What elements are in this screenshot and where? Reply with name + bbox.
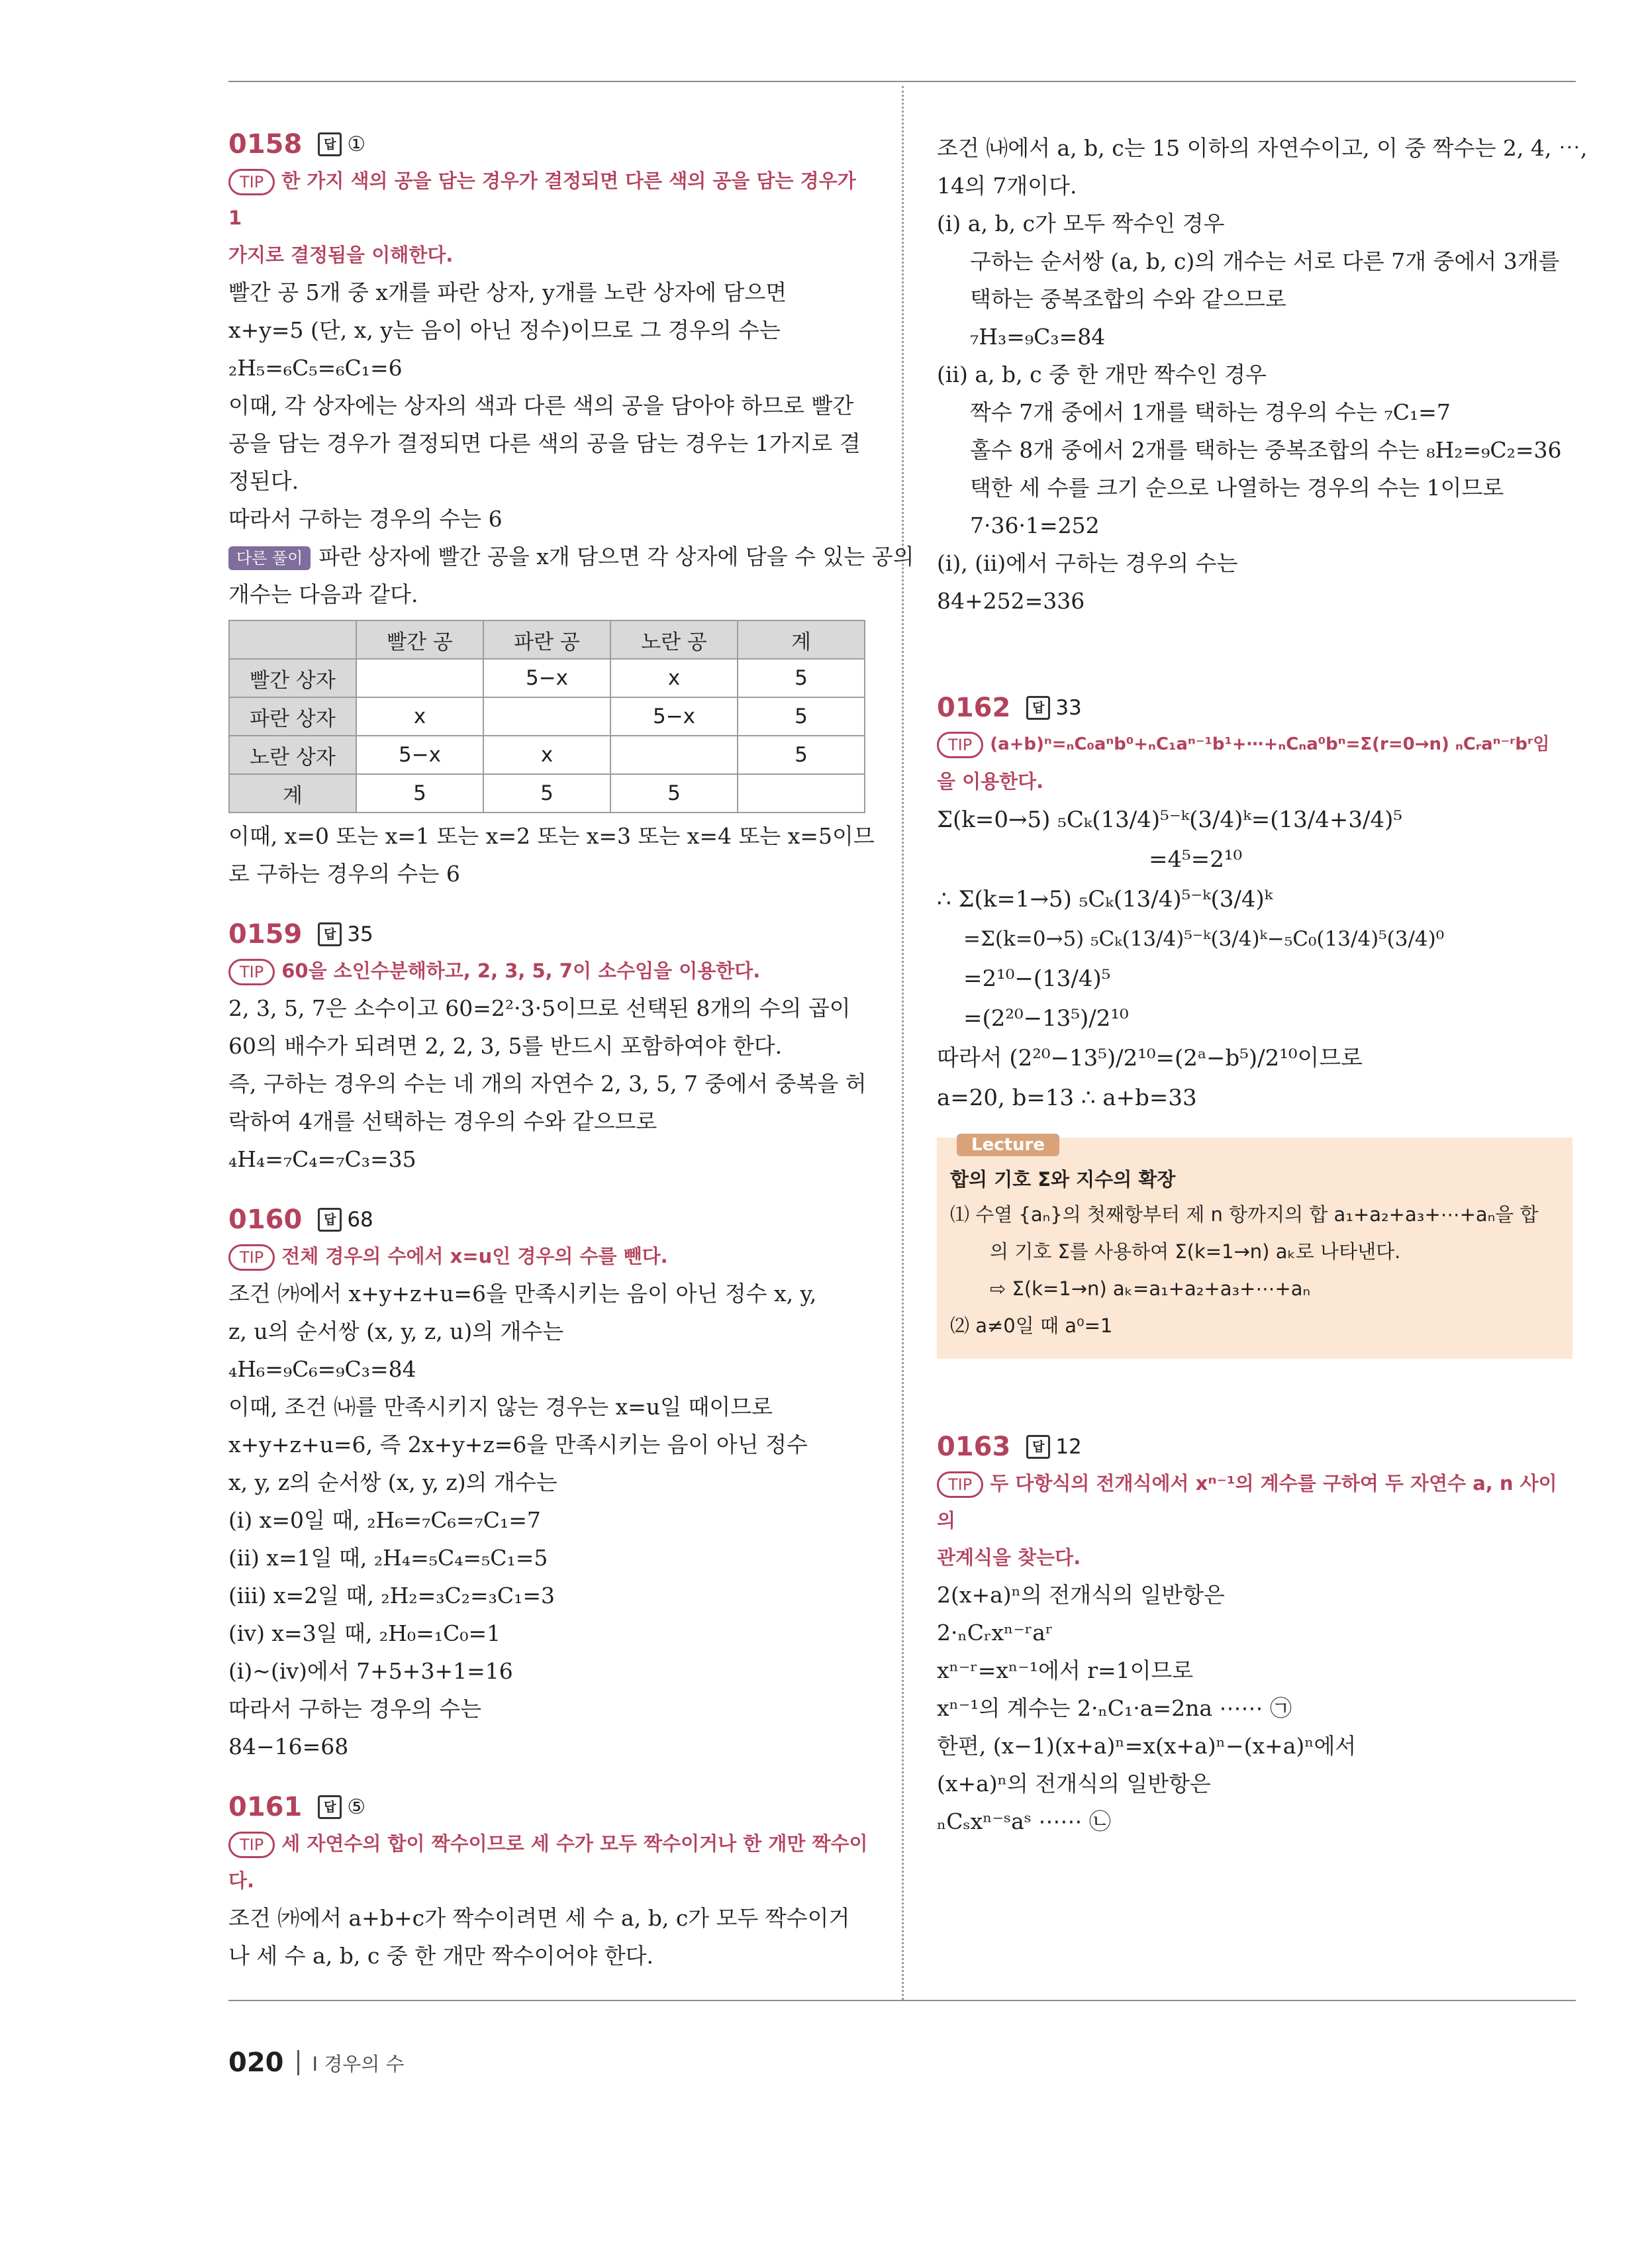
solution-line: 택하는 중복조합의 수와 같으므로 — [970, 286, 1286, 312]
answer-icon: 답 — [318, 922, 342, 946]
solution-line: ₄H₆=₉C₆=₉C₃=84 — [228, 1356, 416, 1382]
solution-line: (ⅱ) x=1일 때, ₂H₄=₅C₄=₅C₁=5 — [228, 1545, 548, 1571]
tip: TIP 60을 소인수분해하고, 2, 3, 5, 7이 소수임을 이용한다. — [228, 952, 874, 989]
solution-line: x, y, z의 순서쌍 (x, y, z)의 개수는 — [228, 1469, 557, 1495]
solution-line: 빨간 공 5개 중 x개를 파란 상자, y개를 노란 상자에 담으면 — [228, 279, 787, 305]
tip-cont: 을 이용한다. — [937, 770, 1044, 793]
solution-line: 2, 3, 5, 7은 소수이고 60=2²·3·5이므로 선택된 8개의 수의 곱이 — [228, 995, 851, 1021]
solution-line: 이때, x=0 또는 x=1 또는 x=2 또는 x=3 또는 x=4 또는 x=5이므 — [228, 823, 875, 849]
lecture-line: ⑴ 수열 {aₙ}의 첫째항부터 제 n 항까지의 합 a₁+a₂+a₃+⋯+aₙ을 합 — [950, 1203, 1539, 1226]
answer-icon: 답 — [318, 1795, 342, 1819]
tip: TIP 두 다항식의 전개식에서 xⁿ⁻¹의 계수를 구하여 두 자연수 a, n 사이의 — [937, 1472, 1557, 1532]
solution-line: 개수는 다음과 같다. — [228, 581, 418, 607]
answer: 답 33 — [1026, 696, 1081, 720]
solution-line: (ⅱ) a, b, c 중 한 개만 짝수인 경우 — [937, 362, 1267, 387]
lecture-line: 의 기호 Σ를 사용하여 Σ(k=1→n) aₖ로 나타낸다. — [990, 1240, 1401, 1263]
math-line: a=20, b=13 ∴ a+b=33 — [937, 1085, 1197, 1111]
table-header: 노란 공 — [610, 620, 738, 659]
problem-number: 0161 — [228, 1792, 303, 1822]
solution-line: 로 구하는 경우의 수는 6 — [228, 861, 460, 887]
solution-line: ₂H₅=₆C₅=₆C₁=6 — [228, 355, 403, 381]
math-line: =Σ(k=0→5) ₅Cₖ(13/4)⁵⁻ᵏ(3/4)ᵏ−₅C₀(13/4)⁵(3/4)⁰ — [963, 927, 1445, 951]
answer: 답 ⑤ — [318, 1795, 365, 1819]
solution-line: 따라서 구하는 경우의 수는 — [228, 1696, 482, 1722]
problem-number: 0160 — [228, 1205, 303, 1235]
solution-line: (ⅰ), (ⅱ)에서 구하는 경우의 수는 — [937, 550, 1238, 576]
solution-line: 이때, 조건 ㈏를 만족시키지 않는 경우는 x=u일 때이므로 — [228, 1394, 773, 1420]
solution-line: (ⅰ) a, b, c가 모두 짝수인 경우 — [937, 211, 1225, 236]
tip-cont: 다. — [228, 1869, 255, 1892]
solution-line: z, u의 순서쌍 (x, y, z, u)의 개수는 — [228, 1318, 564, 1344]
solution-line: 조건 ㈏에서 a, b, c는 15 이하의 자연수이고, 이 중 짝수는 2, 4, ⋯, — [937, 135, 1588, 161]
table-row: 계 5 5 5 — [229, 774, 865, 813]
lecture-line: ⑵ a≠0일 때 a⁰=1 — [950, 1314, 1113, 1337]
solution-line: 구하는 순서쌍 (a, b, c)의 개수는 서로 다른 7개 중에서 3개를 — [970, 248, 1560, 274]
solution-line: (x+a)ⁿ의 전개식의 일반항은 — [937, 1771, 1211, 1797]
solution-line: (ⅰ) x=0일 때, ₂H₆=₇C₆=₇C₁=7 — [228, 1507, 541, 1533]
solution-line: 84−16=68 — [228, 1734, 349, 1759]
tip: TIP (a+b)ⁿ=ₙC₀aⁿb⁰+ₙC₁aⁿ⁻¹b¹+⋯+ₙCₙa⁰bⁿ=Σ(r=0→n) ₙCᵣaⁿ⁻ʳbʳ임 — [937, 726, 1572, 763]
solution-line: x+y+z+u=6, 즉 2x+y+z=6을 만족시키는 음이 아닌 정수 — [228, 1432, 808, 1457]
math-line: 따라서 (2²⁰−13⁵)/2¹⁰=(2ᵃ−b⁵)/2¹⁰이므로 — [937, 1045, 1363, 1071]
problem-number: 0158 — [228, 129, 303, 160]
solution-line: 조건 ㈎에서 x+y+z+u=6을 만족시키는 음이 아닌 정수 x, y, — [228, 1281, 817, 1307]
answer-icon: 답 — [318, 132, 342, 156]
solution-line: xⁿ⁻¹의 계수는 2·ₙC₁·a=2na ⋯⋯ ㉠ — [937, 1695, 1292, 1721]
solution-line: (ⅳ) x=3일 때, ₂H₀=₁C₀=1 — [228, 1620, 501, 1646]
problem-0162 — [937, 693, 1572, 1359]
solution-line: 2(x+a)ⁿ의 전개식의 일반항은 — [937, 1582, 1225, 1608]
solution-line: ₇H₃=₉C₃=84 — [970, 324, 1106, 350]
solution-line: 택한 세 수를 크기 순으로 나열하는 경우의 수는 1이므로 — [970, 475, 1504, 501]
solution-line: xⁿ⁻ʳ=xⁿ⁻¹에서 r=1이므로 — [937, 1657, 1194, 1683]
answer: 답 12 — [1026, 1435, 1081, 1459]
alt-badge: 다른 풀이 — [228, 546, 311, 570]
answer: 답 68 — [318, 1208, 373, 1232]
problem-0163 — [937, 1432, 1572, 1840]
lecture-box — [937, 1135, 1572, 1359]
lecture-tag: Lecture — [957, 1134, 1059, 1156]
solution-line: ₄H₄=₇C₄=₇C₃=35 — [228, 1146, 416, 1172]
table-header: 계 — [738, 620, 865, 659]
math-line: =(2²⁰−13⁵)/2¹⁰ — [963, 1005, 1129, 1032]
problem-number: 0163 — [937, 1432, 1011, 1462]
tip: TIP 한 가지 색의 공을 담는 경우가 결정되면 다른 색의 공을 담는 경우가 1 — [228, 170, 856, 229]
solution-line: 짝수 7개 중에서 1개를 택하는 경우의 수는 ₇C₁=7 — [970, 399, 1451, 425]
solution-line: 7·36·1=252 — [970, 513, 1100, 538]
alt-solution: 다른 풀이 파란 상자에 빨간 공을 x개 담으면 각 상자에 담을 수 있는 공의 — [228, 538, 874, 575]
answer: 답 35 — [318, 922, 373, 946]
problem-0159 — [228, 919, 874, 1178]
solution-line: 나 세 수 a, b, c 중 한 개만 짝수이어야 한다. — [228, 1943, 653, 1969]
answer-icon: 답 — [1026, 696, 1050, 720]
footer-separator — [297, 2050, 299, 2075]
ball-box-table — [228, 620, 865, 813]
solution-line: 60의 배수가 되려면 2, 2, 3, 5를 반드시 포함하여야 한다. — [228, 1033, 783, 1059]
table-header: 빨간 공 — [356, 620, 483, 659]
answer-icon: 답 — [1026, 1435, 1050, 1459]
problem-number: 0162 — [937, 693, 1011, 723]
solution-line: 공을 담는 경우가 결정되면 다른 색의 공을 담는 경우는 1가지로 결 — [228, 430, 861, 456]
answer-icon: 답 — [318, 1208, 342, 1232]
problem-0161 — [228, 1792, 874, 1975]
solution-line: 2·ₙCᵣxⁿ⁻ʳaʳ — [937, 1620, 1053, 1646]
solution-line: 한편, (x−1)(x+a)ⁿ=x(x+a)ⁿ−(x+a)ⁿ에서 — [937, 1733, 1357, 1759]
solution-line: 따라서 구하는 경우의 수는 6 — [228, 506, 503, 532]
solution-line: 조건 ㈎에서 a+b+c가 짝수이려면 세 수 a, b, c가 모두 짝수이거 — [228, 1905, 850, 1931]
problem-0158 — [228, 129, 914, 893]
math-line: Σ(k=0→5) ₅Cₖ(13/4)⁵⁻ᵏ(3/4)ᵏ=(13/4+3/4)⁵ — [937, 807, 1402, 833]
top-rule — [228, 81, 1576, 82]
tip-cont: 관계식을 찾는다. — [937, 1546, 1081, 1569]
solution-line: 정된다. — [228, 468, 299, 494]
page-number: 020 — [228, 2047, 284, 2078]
solution-line: 이때, 각 상자에는 상자의 색과 다른 색의 공을 담아야 하므로 빨간 — [228, 393, 854, 419]
answer: 답 ① — [318, 132, 365, 156]
solution-line: 락하여 4개를 선택하는 경우의 수와 같으므로 — [228, 1109, 657, 1134]
table-row: 노란 상자 5−x x 5 — [229, 736, 865, 774]
lecture-title: 합의 기호 Σ와 지수의 확장 — [950, 1168, 1176, 1191]
solution-line: 14의 7개이다. — [937, 173, 1077, 199]
math-line: ∴ Σ(k=1→5) ₅Cₖ(13/4)⁵⁻ᵏ(3/4)ᵏ — [937, 886, 1273, 912]
lecture-line: ⇨ Σ(k=1→n) aₖ=a₁+a₂+a₃+⋯+aₙ — [990, 1277, 1311, 1300]
math-line: =2¹⁰−(13/4)⁵ — [963, 965, 1111, 992]
tip: TIP 전체 경우의 수에서 x=u인 경우의 수를 뺀다. — [228, 1238, 874, 1275]
tip-cont: 가지로 결정됨을 이해한다. — [228, 244, 454, 266]
chapter-title: Ⅰ 경우의 수 — [312, 2052, 405, 2075]
table-row: 빨간 상자 5−x x 5 — [229, 659, 865, 697]
left-column — [228, 129, 914, 2001]
solution-line: 홀수 8개 중에서 2개를 택하는 중복조합의 수는 ₈H₂=₉C₂=36 — [970, 437, 1562, 463]
math-line: =4⁵=2¹⁰ — [1149, 846, 1243, 873]
problem-0161-continued — [937, 129, 1588, 620]
solution-line: (ⅰ)~(ⅳ)에서 7+5+3+1=16 — [228, 1658, 513, 1684]
right-column — [937, 129, 1588, 1867]
tip: TIP 세 자연수의 합이 짝수이므로 세 수가 모두 짝수이거나 한 개만 짝수이 — [228, 1825, 874, 1862]
solution-line: 즉, 구하는 경우의 수는 네 개의 자연수 2, 3, 5, 7 중에서 중복을 허 — [228, 1071, 867, 1097]
column-divider — [902, 86, 904, 2000]
solution-line: 84+252=336 — [937, 588, 1085, 614]
page-footer — [228, 2047, 405, 2078]
problem-0160 — [228, 1205, 874, 1765]
table-row: 파란 상자 x 5−x 5 — [229, 697, 865, 736]
problem-number: 0159 — [228, 919, 303, 950]
solution-line: ₙCₛxⁿ⁻ˢaˢ ⋯⋯ ㉡ — [937, 1808, 1111, 1834]
solution-line: x+y=5 (단, x, y는 음이 아닌 정수)이므로 그 경우의 수는 — [228, 317, 781, 343]
table-header — [229, 620, 356, 659]
table-header: 파란 공 — [483, 620, 610, 659]
solution-line: (ⅲ) x=2일 때, ₂H₂=₃C₂=₃C₁=3 — [228, 1583, 555, 1608]
